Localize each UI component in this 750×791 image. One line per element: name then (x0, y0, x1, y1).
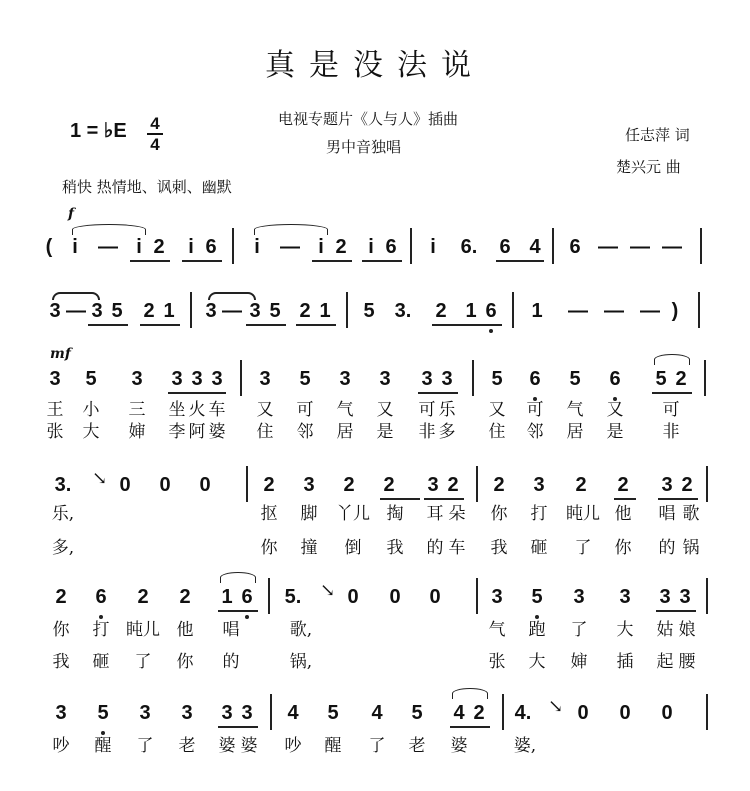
note: 0 (429, 586, 441, 608)
note: 3 (379, 368, 391, 390)
note: 2 (263, 474, 275, 496)
barline (476, 578, 478, 614)
lyric: 多, (51, 538, 75, 558)
tempo-marking: 稍快 热情地、讽刺、幽默 (62, 178, 232, 196)
note: 0 (389, 586, 401, 608)
lyric: 丫儿 (336, 504, 370, 524)
lyric: 居 (566, 422, 584, 442)
underline (130, 260, 170, 262)
lyric: 非 (418, 422, 436, 442)
lyric: 倒 (344, 538, 362, 558)
underline (652, 392, 692, 394)
lyric: 抠 (260, 504, 278, 524)
lyric: 我 (490, 538, 508, 558)
lyric: 又 (376, 400, 394, 420)
note: 3 (659, 586, 671, 608)
lyric: 王 (46, 400, 64, 420)
note: 5 (411, 702, 423, 724)
note: 3 (205, 300, 217, 322)
note: — (98, 236, 118, 258)
note: i (430, 236, 436, 258)
underline (432, 324, 502, 326)
lyric: 邻 (296, 422, 314, 442)
key-signature: 1 = ♭E (70, 120, 127, 142)
lyric: 大 (528, 652, 546, 672)
composer-credit: 楚兴元 曲 (616, 158, 681, 176)
note: 6 (485, 300, 497, 322)
note: 5 (299, 368, 311, 390)
lyric: 小 (82, 400, 100, 420)
tie (52, 292, 100, 300)
lyric: 起 (656, 652, 674, 672)
note: 3 (491, 586, 503, 608)
note: — (604, 300, 624, 322)
note: 1 (163, 300, 175, 322)
subtitle: 电视专题片《人与人》插曲 (278, 110, 459, 128)
note: i (72, 236, 78, 258)
note: 3 (241, 702, 253, 724)
note: 3 (55, 702, 67, 724)
note: 2 (343, 474, 355, 496)
note: — (66, 300, 86, 322)
lyric: 可 (526, 400, 544, 420)
lyric: 耳 (426, 504, 444, 524)
lyric: 火 (188, 400, 206, 420)
lyric: 又 (256, 400, 274, 420)
lyric: 腰 (678, 652, 696, 672)
lyric: 车 (448, 538, 466, 558)
lyric: 阿 (188, 422, 206, 442)
lyric: 唱 (658, 504, 676, 524)
note: i (254, 236, 260, 258)
barline (190, 292, 192, 328)
low-dot (245, 615, 249, 619)
lyric: 的 (658, 538, 676, 558)
lyric: 盹儿 (566, 504, 600, 524)
note: 3 (49, 300, 61, 322)
lyric: 歌, (289, 620, 313, 640)
note: 6 (385, 236, 397, 258)
note: 6 (241, 586, 253, 608)
lyric: 邻 (526, 422, 544, 442)
lyric: 李 (168, 422, 186, 442)
lyric: 可 (662, 400, 680, 420)
note: 3 (49, 368, 61, 390)
note: 3. (54, 474, 72, 496)
underline (296, 324, 336, 326)
note: 3 (171, 368, 183, 390)
barline (410, 228, 412, 264)
lyric: 我 (386, 538, 404, 558)
lyric: 是 (606, 422, 624, 442)
lyric: 多 (438, 422, 456, 442)
lyric: 张 (488, 652, 506, 672)
time-signature (145, 114, 165, 154)
note: 3 (139, 702, 151, 724)
lyric: 婆 (208, 422, 226, 442)
lyric: 坐 (168, 400, 186, 420)
note: 3 (533, 474, 545, 496)
note: 5 (269, 300, 281, 322)
time-sig-top: 4 (150, 114, 160, 133)
note: 3 (91, 300, 103, 322)
lyric: 了 (574, 538, 592, 558)
barline (268, 578, 270, 614)
note: i (136, 236, 142, 258)
lyric: 砸 (92, 652, 110, 672)
note: 3 (303, 474, 315, 496)
note: i (318, 236, 324, 258)
underline (246, 324, 286, 326)
lyric: 你 (260, 538, 278, 558)
lyric: 姑 (656, 620, 674, 640)
barline (706, 578, 708, 614)
barline (698, 292, 700, 328)
note: 4 (371, 702, 383, 724)
lyric: 醒 (324, 736, 342, 756)
note: — (640, 300, 660, 322)
note: 3 (427, 474, 439, 496)
note: 0 (577, 702, 589, 724)
lyric: 的 (222, 652, 240, 672)
low-dot (101, 731, 105, 735)
note: 5 (85, 368, 97, 390)
note: 5 (491, 368, 503, 390)
note: 3 (249, 300, 261, 322)
note: 2 (55, 586, 67, 608)
note: 3 (211, 368, 223, 390)
lyric: 砸 (530, 538, 548, 558)
note: 2 (681, 474, 693, 496)
note: 0 (159, 474, 171, 496)
note: 6 (95, 586, 107, 608)
breath-arrow-icon: ↘ (320, 580, 336, 601)
lyric: 了 (570, 620, 588, 640)
lyric: 锅 (682, 538, 700, 558)
underline (380, 498, 420, 500)
lyric: 婶 (128, 422, 146, 442)
note: 0 (347, 586, 359, 608)
underline (182, 260, 222, 262)
note: 5 (569, 368, 581, 390)
lyric: 老 (408, 736, 426, 756)
note: 5 (97, 702, 109, 724)
note: 6 (205, 236, 217, 258)
lyric: 你 (614, 538, 632, 558)
slur (72, 224, 146, 235)
dynamic-f: f (68, 206, 75, 222)
lyric: 他 (614, 504, 632, 524)
breath-arrow-icon: ↘ (92, 468, 108, 489)
note: 1 (531, 300, 543, 322)
note: 3 (131, 368, 143, 390)
barline (704, 360, 706, 396)
lyric: 撞 (300, 538, 318, 558)
intro-paren-open: ( (45, 236, 53, 258)
note: 2 (675, 368, 687, 390)
lyric: 又 (488, 400, 506, 420)
note: 2 (447, 474, 459, 496)
note: 3 (573, 586, 585, 608)
lyric: 大 (82, 422, 100, 442)
lyric: 婆 (450, 736, 468, 756)
barline (346, 292, 348, 328)
barline (706, 694, 708, 730)
note: i (188, 236, 194, 258)
underline (418, 392, 458, 394)
lyric: 婶 (570, 652, 588, 672)
underline (362, 260, 402, 262)
barline (706, 466, 708, 502)
lyric: 乐 (438, 400, 456, 420)
note: 3 (679, 586, 691, 608)
note: 0 (619, 702, 631, 724)
lyric: 娘 (678, 620, 696, 640)
lyric: 跑 (528, 620, 546, 640)
lyric: 你 (490, 504, 508, 524)
lyric: 打 (92, 620, 110, 640)
lyric: 锅, (289, 652, 313, 672)
note: 1 (465, 300, 477, 322)
low-dot (99, 615, 103, 619)
breath-arrow-icon: ↘ (548, 696, 564, 717)
note: 4 (529, 236, 541, 258)
lyric: 气 (488, 620, 506, 640)
lyric: 打 (530, 504, 548, 524)
underline (218, 610, 258, 612)
dynamic-mf: mf (50, 346, 71, 362)
note: 3 (421, 368, 433, 390)
note: 2 (179, 586, 191, 608)
note: 2 (617, 474, 629, 496)
barline (472, 360, 474, 396)
lyric: 居 (336, 422, 354, 442)
note: 4. (514, 702, 532, 724)
note: 3 (661, 474, 673, 496)
note: 0 (661, 702, 673, 724)
note: 3 (441, 368, 453, 390)
lyric: 可 (296, 400, 314, 420)
lyric: 了 (368, 736, 386, 756)
note: 5 (363, 300, 375, 322)
lyric: 脚 (300, 504, 318, 524)
lyric: 婆 (218, 736, 236, 756)
note: 3. (394, 300, 412, 322)
underline (312, 260, 352, 262)
barline (512, 292, 514, 328)
underline (140, 324, 180, 326)
barline (502, 694, 504, 730)
lyric: 大 (616, 620, 634, 640)
voice-type: 男中音独唱 (326, 138, 402, 156)
note: 6 (569, 236, 581, 258)
lyric: 气 (566, 400, 584, 420)
barline (476, 466, 478, 502)
lyric: 唱 (222, 620, 240, 640)
note: 3 (619, 586, 631, 608)
underline (496, 260, 544, 262)
slur (220, 572, 256, 583)
low-dot (489, 329, 493, 333)
lyric: 盹儿 (126, 620, 160, 640)
note: 2 (493, 474, 505, 496)
low-dot (535, 615, 539, 619)
lyric: 三 (128, 400, 146, 420)
note: 2 (143, 300, 155, 322)
note: 2 (473, 702, 485, 724)
note: i (368, 236, 374, 258)
lyric: 朵 (448, 504, 466, 524)
underline (656, 610, 696, 612)
lyric: 掏 (386, 504, 404, 524)
barline (246, 466, 248, 502)
lyric: 车 (208, 400, 226, 420)
slur (452, 688, 488, 699)
lyric: 又 (606, 400, 624, 420)
underline (88, 324, 128, 326)
note: 5 (531, 586, 543, 608)
note: — (222, 300, 242, 322)
note: — (280, 236, 300, 258)
note: 1 (319, 300, 331, 322)
note: 6 (609, 368, 621, 390)
note: — (630, 236, 650, 258)
barline (240, 360, 242, 396)
underline (168, 392, 226, 394)
note: 2 (137, 586, 149, 608)
note: 3 (221, 702, 233, 724)
lyric: 吵 (52, 736, 70, 756)
note: 3 (191, 368, 203, 390)
note: 2 (575, 474, 587, 496)
note: 3 (181, 702, 193, 724)
lyric: 婆 (240, 736, 258, 756)
lyric: 住 (256, 422, 274, 442)
underline (218, 726, 258, 728)
lyric: 住 (488, 422, 506, 442)
note: 2 (299, 300, 311, 322)
lyric: 婆, (513, 736, 537, 756)
lyric: 气 (336, 400, 354, 420)
lyric: 张 (46, 422, 64, 442)
note: 5 (655, 368, 667, 390)
barline (232, 228, 234, 264)
note: — (662, 236, 682, 258)
lyric: 插 (616, 652, 634, 672)
lyric: 你 (176, 652, 194, 672)
note: 1 (221, 586, 233, 608)
lyric: 我 (52, 652, 70, 672)
note: 5 (111, 300, 123, 322)
note: 5 (327, 702, 339, 724)
note: 4 (453, 702, 465, 724)
lyric: 他 (176, 620, 194, 640)
note: 3 (339, 368, 351, 390)
note: 2 (383, 474, 395, 496)
lyric: 醒 (94, 736, 112, 756)
time-sig-bottom: 4 (150, 135, 160, 154)
note: 2 (153, 236, 165, 258)
barline (552, 228, 554, 264)
note: 2 (435, 300, 447, 322)
barline (270, 694, 272, 730)
slur (654, 354, 690, 365)
note: 4 (287, 702, 299, 724)
note: 5. (284, 586, 302, 608)
underline (424, 498, 464, 500)
lyric: 可 (418, 400, 436, 420)
note: — (598, 236, 618, 258)
lyric: 歌 (682, 504, 700, 524)
lyric: 吵 (284, 736, 302, 756)
underline (614, 498, 636, 500)
underline (450, 726, 490, 728)
note: 6 (529, 368, 541, 390)
note: 0 (119, 474, 131, 496)
note: 3 (259, 368, 271, 390)
lyric: 了 (136, 736, 154, 756)
lyric: 了 (134, 652, 152, 672)
note: — (568, 300, 588, 322)
lyric: 乐, (51, 504, 75, 524)
lyric: 老 (178, 736, 196, 756)
underline (658, 498, 698, 500)
tie (208, 292, 256, 300)
lyric: 的 (426, 538, 444, 558)
intro-paren-close: ) (671, 300, 679, 322)
barline-double (700, 228, 702, 264)
slur (254, 224, 328, 235)
note: 6 (499, 236, 511, 258)
lyric: 你 (52, 620, 70, 640)
lyric: 是 (376, 422, 394, 442)
note: 2 (335, 236, 347, 258)
note: 0 (199, 474, 211, 496)
lyric: 非 (662, 422, 680, 442)
song-title: 真是没法说 (265, 48, 485, 83)
note: 6. (460, 236, 478, 258)
lyricist-credit: 任志萍 词 (625, 126, 690, 144)
